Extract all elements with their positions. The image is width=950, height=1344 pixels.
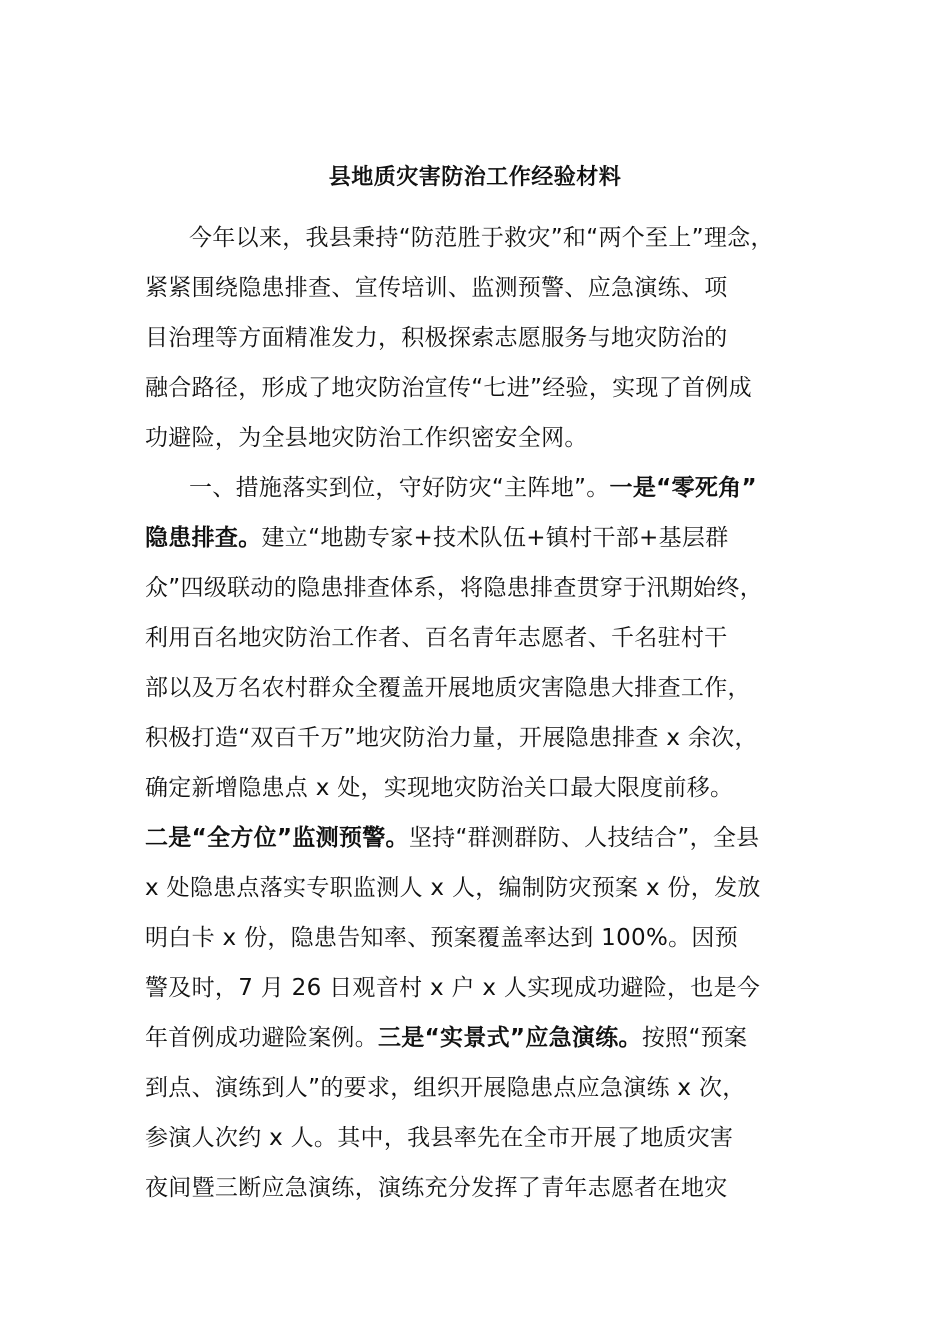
text-run: x 处隐患点落实专职监测人 x 人，编制防灾预案 x 份，发放 [145,875,761,901]
text-run: 夜间暨三断应急演练，演练充分发挥了青年志愿者在地灾 [145,1175,728,1201]
text-line [145,418,825,468]
bold-text-run: 一是“零死角” [609,475,757,501]
text-run: 到点、演练到人”的要求，组织开展隐患点应急演练 x 次， [145,1075,746,1101]
text-run: 按照“预案 [641,1025,748,1051]
text-line [145,1068,825,1118]
bold-text-run: 二是“全方位”监测预警。 [145,825,409,851]
text-line [145,618,825,668]
text-line [145,918,825,968]
text-line [145,268,825,318]
text-run: 目治理等方面精准发力，积极探索志愿服务与地灾防治的 [145,325,728,351]
text-line [145,868,825,918]
text-run: 确定新增隐患点 x 处，实现地灾防治关口最大限度前移。 [145,775,734,801]
bold-text-run: 三是“实景式”应急演练。 [378,1025,642,1051]
text-run: 利用百名地灾防治工作者、百名青年志愿者、千名驻村干 [145,625,728,651]
text-run: 明白卡 x 份，隐患告知率、预案覆盖率达到 100%。因预 [145,925,738,951]
text-run: 参演人次约 x 人。其中，我县率先在全市开展了地质灾害 [145,1125,734,1151]
text-line [145,818,825,868]
text-line [145,768,825,818]
text-line [145,368,825,418]
text-line [145,468,825,518]
text-line [145,1168,825,1218]
text-run: 融合路径，形成了地灾防治宣传“七进”经验，实现了首例成 [145,375,752,401]
text-run: 今年以来，我县秉持“防范胜于救灾”和“两个至上”理念， [189,225,774,251]
text-run: 坚持“群测群防、人技结合”，全县 [408,825,760,851]
document-title: 县地质灾害防治工作经验材料 [328,165,622,190]
text-line [145,718,825,768]
text-line [145,1118,825,1168]
text-run: 积极打造“双百千万”地灾防治力量，开展隐患排查 x 余次， [145,725,758,751]
text-run: 建立“地勘专家+技术队伍+镇村干部+基层群 [261,525,729,551]
text-run: 年首例成功避险案例。 [145,1025,378,1051]
text-line [145,318,825,368]
text-run: 部以及万名农村群众全覆盖开展地质灾害隐患大排查工作， [145,675,751,701]
text-run: 警及时，7 月 26 日观音村 x 户 x 人实现成功避险，也是今 [145,975,761,1001]
text-line [145,518,825,568]
text-run: 众”四级联动的隐患排查体系，将隐患排查贯穿于汛期始终， [145,575,764,601]
document-body [145,218,825,1218]
text-run: 紧紧围绕隐患排查、宣传培训、监测预警、应急演练、项 [145,275,728,301]
text-run: 功避险，为全县地灾防治工作织密安全网。 [145,425,588,451]
text-line [145,218,825,268]
text-run: 一、措施落实到位，守好防灾“主阵地”。 [189,475,610,501]
text-line [145,568,825,618]
bold-text-run: 隐患排查。 [145,525,262,551]
text-line [145,1018,825,1068]
text-line [145,968,825,1018]
text-line [145,668,825,718]
